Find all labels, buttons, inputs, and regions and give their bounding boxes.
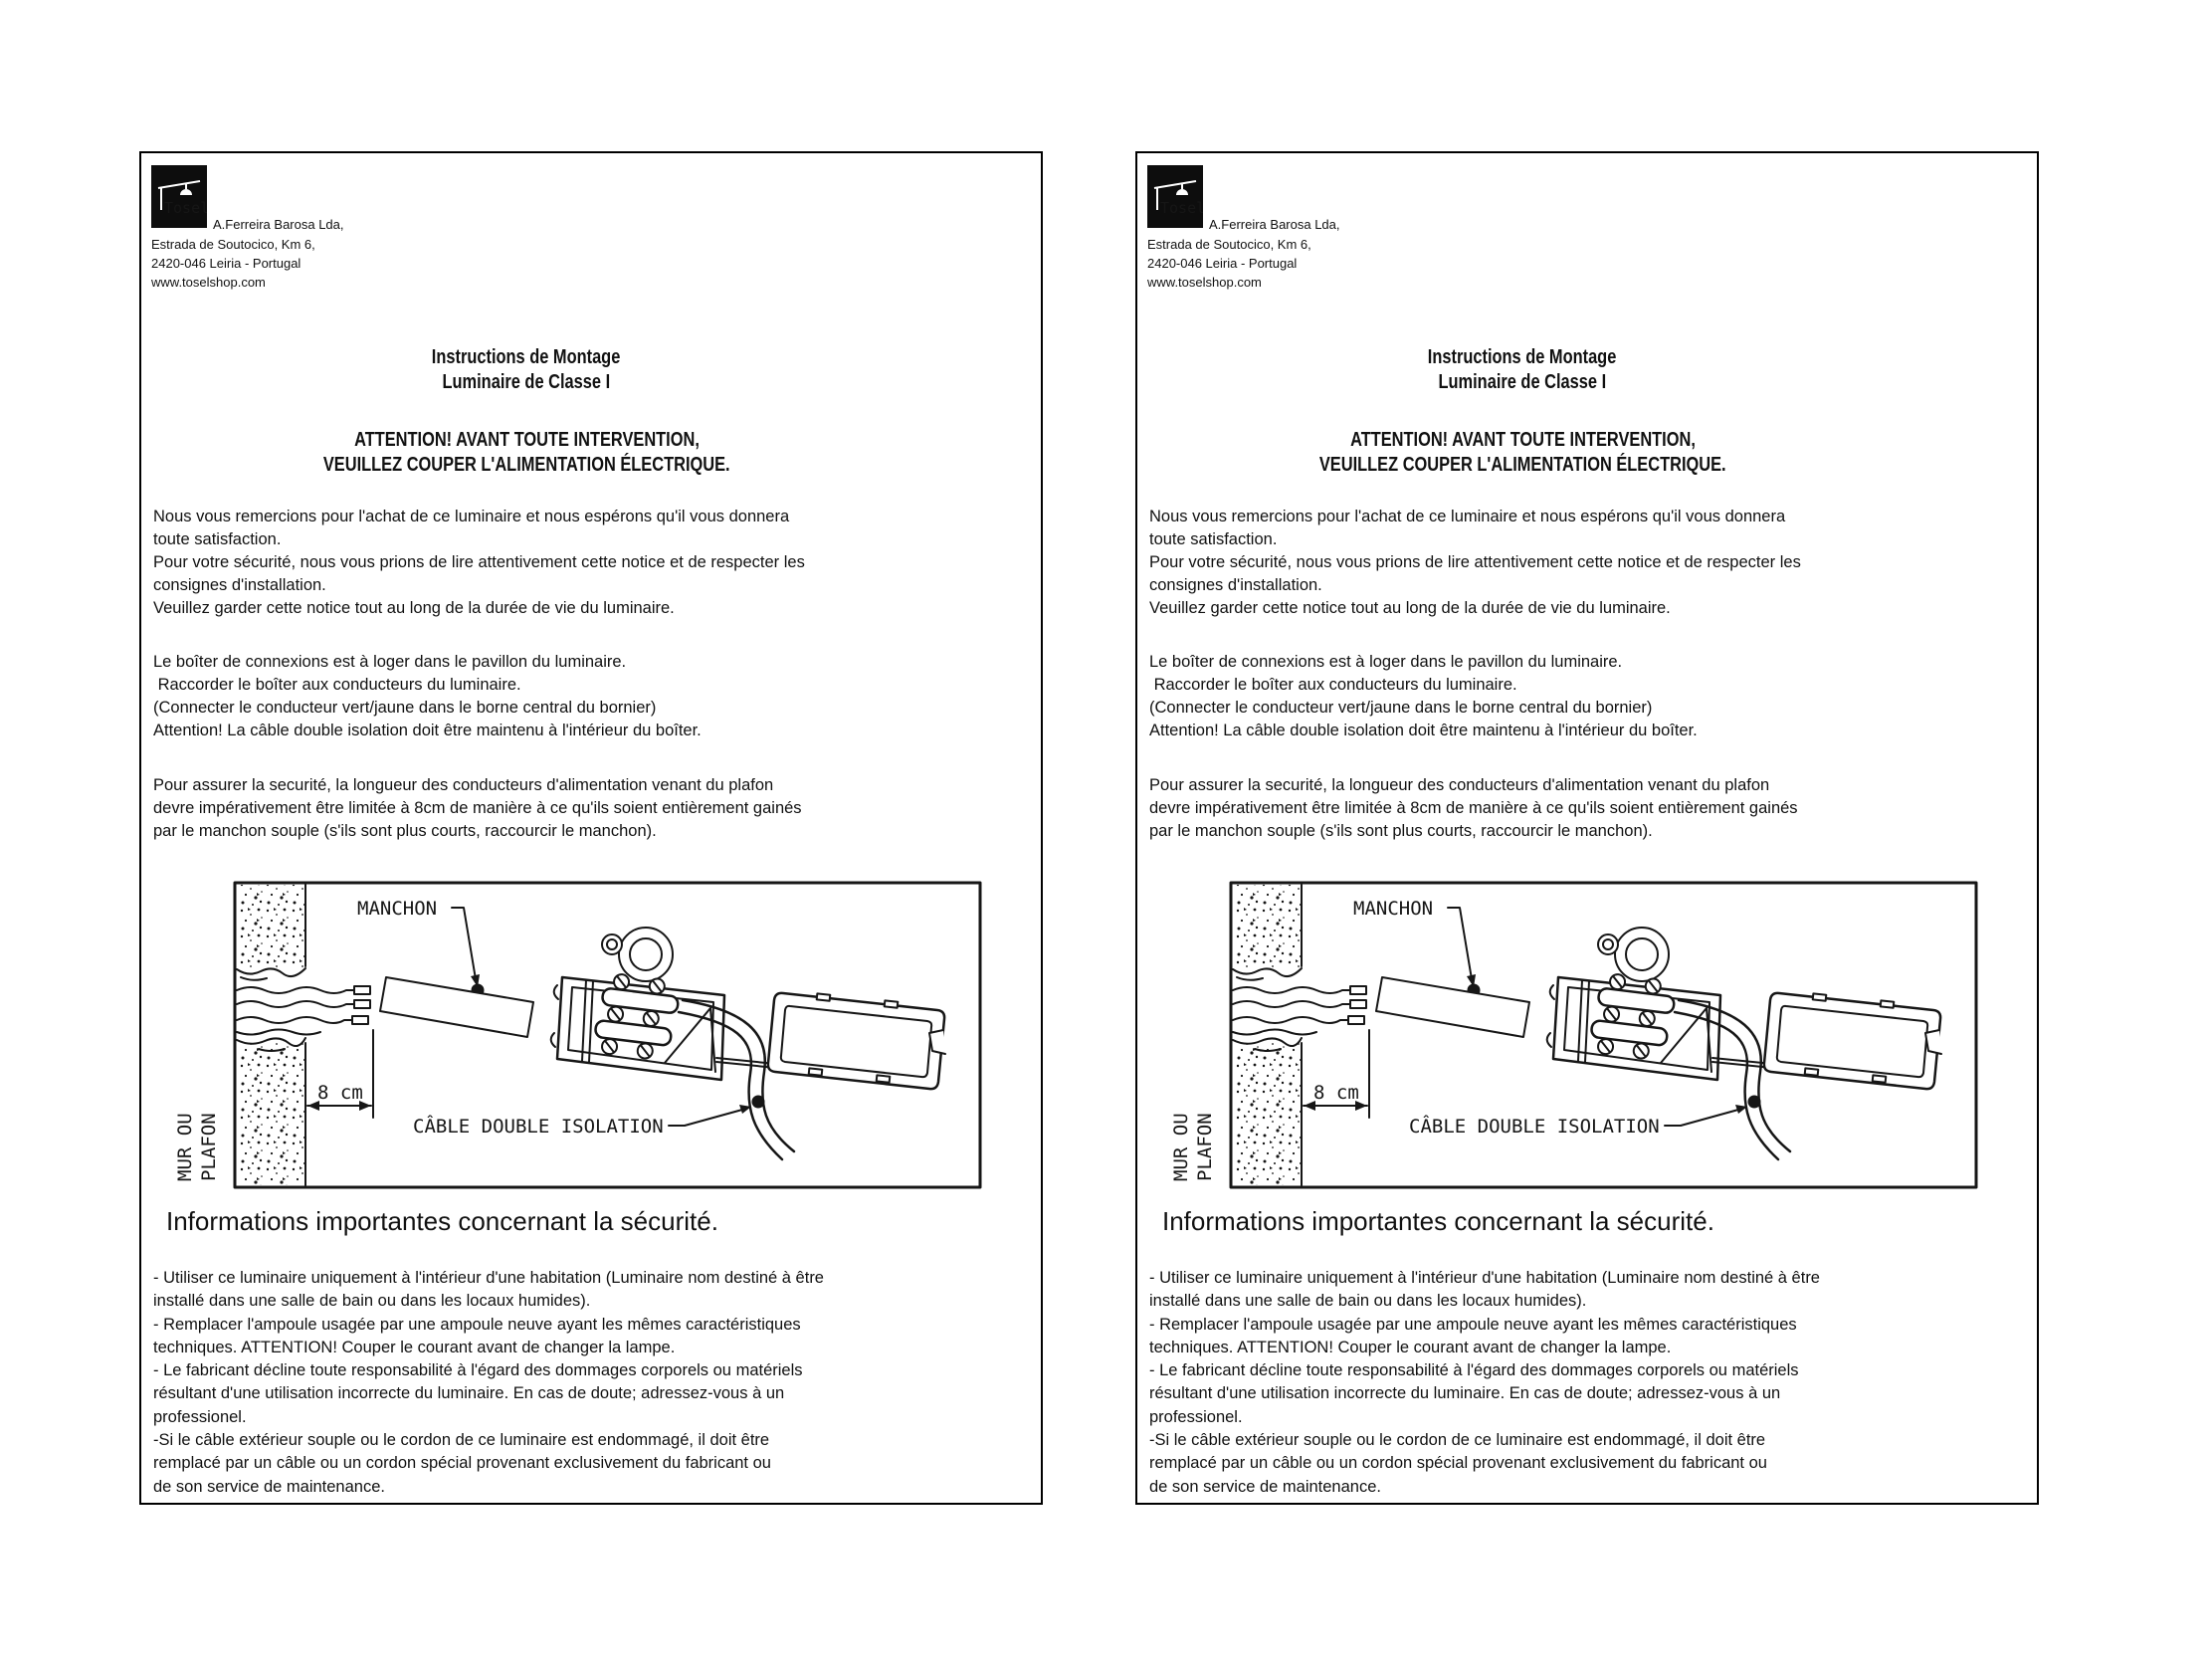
warning-notice xyxy=(153,428,900,477)
safety-heading: Informations importantes concernant la sécurité. xyxy=(166,1206,718,1236)
manchon-label: MANCHON xyxy=(357,898,438,920)
address-line-2: 2420-046 Leiria - Portugal xyxy=(1147,256,1298,271)
logo-background xyxy=(1147,165,1203,228)
text-line: devre impérativement être limitée à 8cm de manière à ce qu'ils soient entièrement gainés xyxy=(153,799,802,817)
cable-callout-dot xyxy=(752,1096,765,1109)
address-line-2: 2420-046 Leiria - Portugal xyxy=(151,256,302,271)
text-line: Nous vous remercions pour l'achat de ce luminaire et nous espérons qu'il vous donnera xyxy=(1149,508,1786,525)
cable-leader-arrow xyxy=(669,1105,751,1126)
installation-diagram xyxy=(1157,881,1978,1189)
cover-plate xyxy=(768,993,945,1089)
installation-diagram xyxy=(161,881,982,1189)
connection-paragraph xyxy=(1149,651,1698,742)
safety-line: - Remplacer l'ampoule usagée par une ampoule neuve ayant les mêmes caractéristiques xyxy=(1149,1315,1797,1334)
document-title xyxy=(1149,345,1896,394)
company-name: A.Ferreira Barosa Lda, xyxy=(1209,217,1340,232)
address-line-1: Estrada de Soutocico, Km 6, xyxy=(151,237,315,252)
website-text: www.toselshop.com xyxy=(1147,275,1262,290)
text-line: Le boîter de connexions est à loger dans le pavillon du luminaire. xyxy=(1149,653,1623,671)
manchon-leader-arrow xyxy=(452,908,485,997)
address-block xyxy=(1147,235,1311,292)
wall-label-line-1: MUR OU xyxy=(1170,1113,1192,1181)
manchon-tube xyxy=(1376,977,1529,1037)
text-line: consignes d'installation. xyxy=(153,576,326,594)
warning-line-1: ATTENTION! AVANT TOUTE INTERVENTION, xyxy=(353,429,700,451)
address-line-1: Estrada de Soutocico, Km 6, xyxy=(1147,237,1311,252)
wall-label-line-2: PLAFON xyxy=(1194,1113,1216,1181)
text-line: Attention! La câble double isolation doit être maintenu à l'intérieur du boîter. xyxy=(1149,722,1698,739)
warning-line-2: VEUILLEZ COUPER L'ALIMENTATION ÉLECTRIQUE. xyxy=(1318,453,1726,476)
warning-line-2: VEUILLEZ COUPER L'ALIMENTATION ÉLECTRIQUE. xyxy=(322,453,730,476)
safety-line: techniques. ATTENTION! Couper le courant avant de changer la lampe. xyxy=(153,1338,676,1356)
safety-line: -Si le câble extérieur souple ou le cordon de ce luminaire est endommagé, il doit être xyxy=(1149,1431,1766,1450)
safety-line: professionel. xyxy=(1149,1407,1243,1426)
safety-line: -Si le câble extérieur souple ou le cordon de ce luminaire est endommagé, il doit être xyxy=(153,1431,770,1450)
manchon-tube xyxy=(380,977,533,1037)
text-line: Veuillez garder cette notice tout au long de la durée de vie du luminaire. xyxy=(1149,599,1671,617)
instruction-sheet-left xyxy=(139,151,1043,1505)
safety-line: - Utiliser ce luminaire uniquement à l'intérieur d'une habitation (Luminaire nom destiné à être xyxy=(153,1269,824,1287)
supply-wires xyxy=(237,986,370,1035)
text-line: Attention! La câble double isolation doit être maintenu à l'intérieur du boîter. xyxy=(153,722,702,739)
text-line: toute satisfaction. xyxy=(153,530,282,548)
title-line-2: Luminaire de Classe I xyxy=(442,370,611,393)
safety-line: résultant d'une utilisation incorrecte du luminaire. En cas de doute; adressez-vous à un xyxy=(153,1384,785,1403)
text-line: Pour assurer la securité, la longueur des conducteurs d'alimentation venant du plafon xyxy=(153,776,774,794)
text-line: par le manchon souple (s'ils sont plus courts, raccourcir le manchon). xyxy=(153,822,657,840)
hanging-ring xyxy=(1598,928,1669,981)
dimension-label: 8 cm xyxy=(1313,1082,1359,1104)
dimension-label: 8 cm xyxy=(317,1082,363,1104)
text-line: Pour votre sécurité, nous vous prions de lire attentivement cette notice et de respecter les xyxy=(153,553,805,571)
address-block xyxy=(151,235,315,292)
logo-brand-text: Tosel xyxy=(164,199,207,217)
safety-line: de son service de maintenance. xyxy=(1149,1477,1381,1496)
tosel-logo xyxy=(1147,165,1203,228)
safety-line: - Remplacer l'ampoule usagée par une ampoule neuve ayant les mêmes caractéristiques xyxy=(153,1315,801,1334)
supply-wires xyxy=(1233,986,1366,1035)
company-name: A.Ferreira Barosa Lda, xyxy=(213,217,344,232)
safety-line: résultant d'une utilisation incorrecte du luminaire. En cas de doute; adressez-vous à un xyxy=(1149,1384,1781,1403)
document-title xyxy=(153,345,900,394)
logo-background xyxy=(151,165,207,228)
cable-label: CÂBLE DOUBLE ISOLATION xyxy=(413,1116,664,1138)
logo-brand-text: Tosel xyxy=(1160,199,1203,217)
text-line: Le boîter de connexions est à loger dans le pavillon du luminaire. xyxy=(153,653,627,671)
title-line-2: Luminaire de Classe I xyxy=(1438,370,1607,393)
connection-paragraph xyxy=(153,651,702,742)
dimension-8cm xyxy=(307,1030,373,1118)
cable-label: CÂBLE DOUBLE ISOLATION xyxy=(1409,1116,1660,1138)
safety-line: de son service de maintenance. xyxy=(153,1477,385,1496)
safety-list xyxy=(1149,1267,1820,1499)
text-line: (Connecter le conducteur vert/jaune dans le borne central du bornier) xyxy=(153,699,657,717)
text-line: devre impérativement être limitée à 8cm de manière à ce qu'ils soient entièrement gainés xyxy=(1149,799,1798,817)
safety-line: professionel. xyxy=(153,1407,247,1426)
safety-line: remplacé par un câble ou un cordon spécial provenant exclusivement du fabricant ou xyxy=(153,1454,771,1473)
website-text: www.toselshop.com xyxy=(151,275,266,290)
safety-line: installé dans une salle de bain ou dans les locaux humides). xyxy=(1149,1292,1587,1311)
intro-paragraph xyxy=(1149,506,1801,620)
safety-list xyxy=(153,1267,824,1499)
text-line: Raccorder le boîter aux conducteurs du luminaire. xyxy=(153,676,521,694)
instruction-sheet-right xyxy=(1135,151,2039,1505)
safety-line: - Utiliser ce luminaire uniquement à l'intérieur d'une habitation (Luminaire nom destiné à être xyxy=(1149,1269,1820,1287)
text-line: Pour assurer la securité, la longueur des conducteurs d'alimentation venant du plafon xyxy=(1149,776,1770,794)
cover-plate xyxy=(1764,993,1941,1089)
safety-line: - Le fabricant décline toute responsabilité à l'égard des dommages corporels ou matériels xyxy=(153,1361,803,1380)
wall-label-line-1: MUR OU xyxy=(174,1113,196,1181)
text-line: Raccorder le boîter aux conducteurs du luminaire. xyxy=(1149,676,1517,694)
hanging-ring xyxy=(602,928,673,981)
text-line: toute satisfaction. xyxy=(1149,530,1278,548)
safety-line: remplacé par un câble ou un cordon spécial provenant exclusivement du fabricant ou xyxy=(1149,1454,1767,1473)
text-line: Pour votre sécurité, nous vous prions de lire attentivement cette notice et de respecter les xyxy=(1149,553,1801,571)
safety-line: installé dans une salle de bain ou dans les locaux humides). xyxy=(153,1292,591,1311)
safety-line: techniques. ATTENTION! Couper le courant avant de changer la lampe. xyxy=(1149,1338,1672,1356)
manchon-label: MANCHON xyxy=(1353,898,1434,920)
dimension-8cm xyxy=(1304,1030,1369,1118)
title-line-1: Instructions de Montage xyxy=(1428,346,1617,368)
text-line: Veuillez garder cette notice tout au long de la durée de vie du luminaire. xyxy=(153,599,675,617)
warning-notice xyxy=(1149,428,1896,477)
cable-leader-arrow xyxy=(1665,1105,1747,1126)
text-line: Nous vous remercions pour l'achat de ce luminaire et nous espérons qu'il vous donnera xyxy=(153,508,790,525)
intro-paragraph xyxy=(153,506,805,620)
title-line-1: Instructions de Montage xyxy=(432,346,621,368)
text-line: consignes d'installation. xyxy=(1149,576,1322,594)
text-line: par le manchon souple (s'ils sont plus courts, raccourcir le manchon). xyxy=(1149,822,1653,840)
text-line: (Connecter le conducteur vert/jaune dans le borne central du bornier) xyxy=(1149,699,1653,717)
safety-line: - Le fabricant décline toute responsabilité à l'égard des dommages corporels ou matériels xyxy=(1149,1361,1799,1380)
cable-length-paragraph xyxy=(1149,774,1798,843)
wall-label-line-2: PLAFON xyxy=(198,1113,220,1181)
manchon-leader-arrow xyxy=(1448,908,1481,997)
safety-heading: Informations importantes concernant la sécurité. xyxy=(1162,1206,1714,1236)
tosel-logo xyxy=(151,165,207,228)
warning-line-1: ATTENTION! AVANT TOUTE INTERVENTION, xyxy=(1349,429,1696,451)
cable-callout-dot xyxy=(1748,1096,1761,1109)
cable-length-paragraph xyxy=(153,774,802,843)
